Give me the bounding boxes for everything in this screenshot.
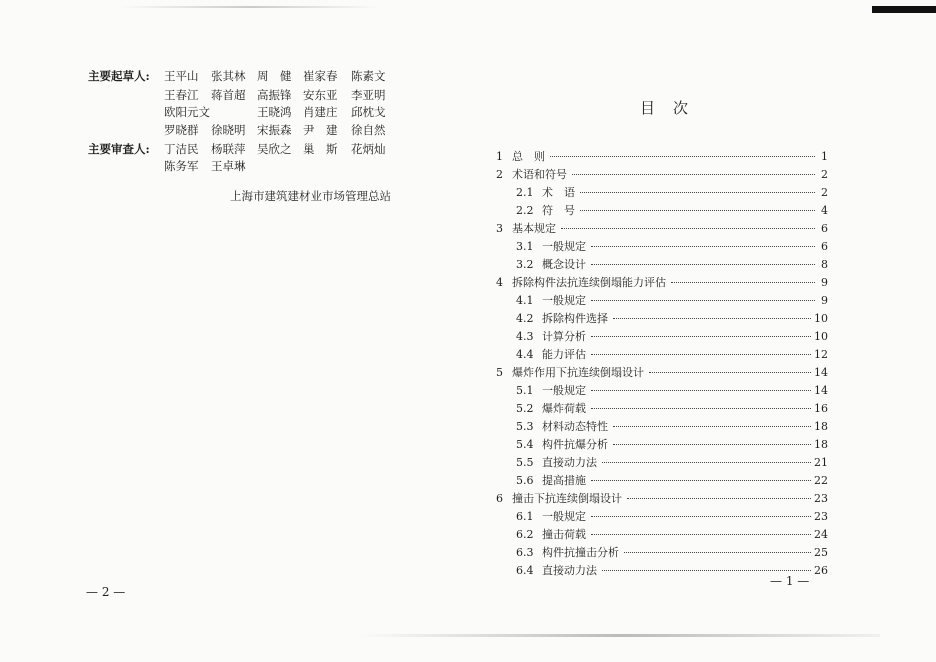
toc-entry-number: 3.2 [516,258,534,271]
toc-dot-leader [591,389,811,391]
toc-entry-number: 4.3 [516,330,534,343]
toc-entry-number: 6 [496,492,503,505]
toc-dot-leader [613,425,811,427]
toc-dot-leader [550,155,815,157]
toc-entry[interactable] [496,436,828,454]
toc-entry[interactable] [496,382,828,400]
toc-entry-page: 23 [814,492,828,505]
toc-entry-label: 总 则 [512,150,545,163]
toc-entry-label: 直接动力法 [542,456,597,469]
toc-entry[interactable] [496,256,828,274]
toc-entry-label: 计算分析 [542,330,586,343]
toc-entry[interactable] [496,454,828,472]
toc-dot-leader [591,533,811,535]
toc-entry-page: 1 [821,150,828,163]
scan-black-tab [872,6,936,13]
drafter-name: 张其林 [211,69,246,83]
drafter-name: 邱枕戈 [351,105,386,119]
toc-entry-label: 撞击下抗连续倒塌设计 [512,492,622,505]
toc-entry-page: 18 [814,438,828,451]
toc-dot-leader [591,263,815,265]
reviewer-name: 杨联萍 [211,142,246,156]
drafter-name: 宋振森 [257,123,292,137]
toc-dot-leader [627,497,811,499]
toc-entry-number: 4.4 [516,348,534,361]
toc-entry[interactable] [496,166,828,184]
toc-entry-page: 2 [821,168,828,181]
toc-entry-label: 概念设计 [542,258,586,271]
toc-entry[interactable] [496,418,828,436]
toc-entry-label: 能力评估 [542,348,586,361]
toc-entry-page: 9 [821,294,828,307]
toc-entry-label: 术语和符号 [512,168,567,181]
toc-entry[interactable] [496,346,828,364]
toc-entry-number: 6.1 [516,510,534,523]
toc-entry-number: 4 [496,276,503,289]
drafter-name: 陈素文 [351,69,386,83]
toc-dot-leader [591,335,811,337]
drafters-label: 主要起草人: [88,69,150,83]
toc-entry-page: 9 [821,276,828,289]
toc-entry[interactable] [496,400,828,418]
drafter-name: 高振锋 [257,88,292,102]
toc-entry[interactable] [496,544,828,562]
toc-dot-leader [591,245,815,247]
toc-dot-leader [580,191,815,193]
toc-entry-label: 拆除构件法抗连续倒塌能力评估 [512,276,666,289]
toc-entry-number: 5.2 [516,402,534,415]
toc-dot-leader [591,479,811,481]
toc-entry[interactable] [496,274,828,292]
drafter-name: 徐自然 [351,123,386,137]
toc-entry-number: 5 [496,366,503,379]
toc-entry-page: 12 [814,348,828,361]
toc-entry-page: 10 [814,312,828,325]
toc-entry-number: 5.3 [516,420,534,433]
toc-entry-label: 提高措施 [542,474,586,487]
left-page [0,0,460,662]
reviewer-name: 陈务军 [164,159,199,173]
drafter-name: 崔家春 [303,69,338,83]
drafter-name: 李亚明 [351,88,386,102]
toc-dot-leader [591,407,811,409]
toc-entry[interactable] [496,202,828,220]
drafter-name: 王春江 [164,88,199,102]
toc-entry-page: 6 [821,222,828,235]
toc-dot-leader [572,173,815,175]
toc-entry-label: 一般规定 [542,510,586,523]
drafter-name: 蒋首超 [211,88,246,102]
toc-entry-label: 一般规定 [542,384,586,397]
toc-dot-leader [602,461,811,463]
toc-entry-number: 2.1 [516,186,534,199]
toc-entry[interactable] [496,238,828,256]
toc-entry[interactable] [496,490,828,508]
toc-entry-label: 构件抗爆分析 [542,438,608,451]
toc-entry-page: 10 [814,330,828,343]
toc-dot-leader [649,371,811,373]
toc-entry[interactable] [496,220,828,238]
drafter-name: 王晓鸿 [257,105,292,119]
toc-entry-label: 基本规定 [512,222,556,235]
toc-entry[interactable] [496,328,828,346]
toc-entry-page: 6 [821,240,828,253]
reviewers-label: 主要审查人: [88,142,150,156]
toc-entry-label: 爆炸作用下抗连续倒塌设计 [512,366,644,379]
toc-dot-leader [591,353,811,355]
toc-entry-number: 4.2 [516,312,534,325]
toc-entry-page: 26 [814,564,828,577]
toc-entry-page: 21 [814,456,828,469]
reviewer-name: 巢 斯 [303,142,338,156]
toc-entry-number: 5.1 [516,384,534,397]
drafter-name: 王平山 [164,69,199,83]
toc-entry-page: 14 [814,366,828,379]
toc-entry-page: 18 [814,420,828,433]
drafter-name: 肖建庄 [303,105,338,119]
toc-entry-number: 5.4 [516,438,534,451]
toc-dot-leader [561,227,815,229]
toc-entry-number: 6.2 [516,528,534,541]
toc-dot-leader [613,317,811,319]
toc-entry-label: 爆炸荷载 [542,402,586,415]
toc-dot-leader [624,551,811,553]
toc-dot-leader [602,569,811,571]
toc-entry[interactable] [496,148,828,166]
toc-entry-label: 撞击荷载 [542,528,586,541]
toc-entry-number: 6.4 [516,564,534,577]
toc-entry-page: 23 [814,510,828,523]
toc-entry[interactable] [496,364,828,382]
reviewer-name: 丁洁民 [164,142,199,156]
toc-dot-leader [613,443,811,445]
drafter-name: 尹 建 [303,123,338,137]
toc-entry-number: 5.5 [516,456,534,469]
toc-entry-label: 构件抗撞击分析 [542,546,619,559]
drafter-name: 安东亚 [303,88,338,102]
toc-entry-page: 22 [814,474,828,487]
toc-dot-leader [580,209,815,211]
reviewer-name: 吴欣之 [257,142,292,156]
toc-entry-page: 14 [814,384,828,397]
toc-dot-leader [591,515,811,517]
reviewer-name: 王卓琳 [211,159,246,173]
toc-entry-page: 16 [814,402,828,415]
toc-entry-page: 25 [814,546,828,559]
toc-entry-number: 3 [496,222,503,235]
toc-title: 目次 [640,99,707,117]
toc-entry[interactable] [496,310,828,328]
toc-list [496,148,828,580]
toc-entry-page: 24 [814,528,828,541]
organization-name: 上海市建筑建材业市场管理总站 [230,189,391,203]
toc-entry[interactable] [496,472,828,490]
drafter-name: 周 健 [257,69,292,83]
drafter-name: 徐晓明 [211,123,246,137]
toc-entry-label: 符 号 [542,204,575,217]
reviewer-name: 花炳灿 [351,142,386,156]
toc-entry-number: 2.2 [516,204,534,217]
toc-entry[interactable] [496,526,828,544]
drafter-name: 欧阳元文 [164,105,210,119]
toc-entry-number: 5.6 [516,474,534,487]
right-page-number: — 1 — [770,574,810,588]
toc-entry-label: 拆除构件选择 [542,312,608,325]
toc-entry-number: 2 [496,168,503,181]
left-page-number: — 2 — [86,585,126,599]
toc-dot-leader [671,281,815,283]
toc-entry-label: 材料动态特性 [542,420,608,433]
toc-entry-page: 8 [821,258,828,271]
drafter-name: 罗晓群 [164,123,199,137]
toc-entry[interactable] [496,184,828,202]
toc-entry-page: 4 [821,204,828,217]
toc-entry[interactable] [496,292,828,310]
toc-entry-number: 6.3 [516,546,534,559]
toc-entry-number: 4.1 [516,294,534,307]
toc-entry-number: 3.1 [516,240,534,253]
toc-entry-number: 1 [496,150,503,163]
toc-entry-label: 直接动力法 [542,564,597,577]
toc-dot-leader [591,299,815,301]
toc-entry-label: 一般规定 [542,240,586,253]
toc-entry-label: 术 语 [542,186,575,199]
toc-entry-page: 2 [821,186,828,199]
toc-entry-label: 一般规定 [542,294,586,307]
toc-entry[interactable] [496,508,828,526]
